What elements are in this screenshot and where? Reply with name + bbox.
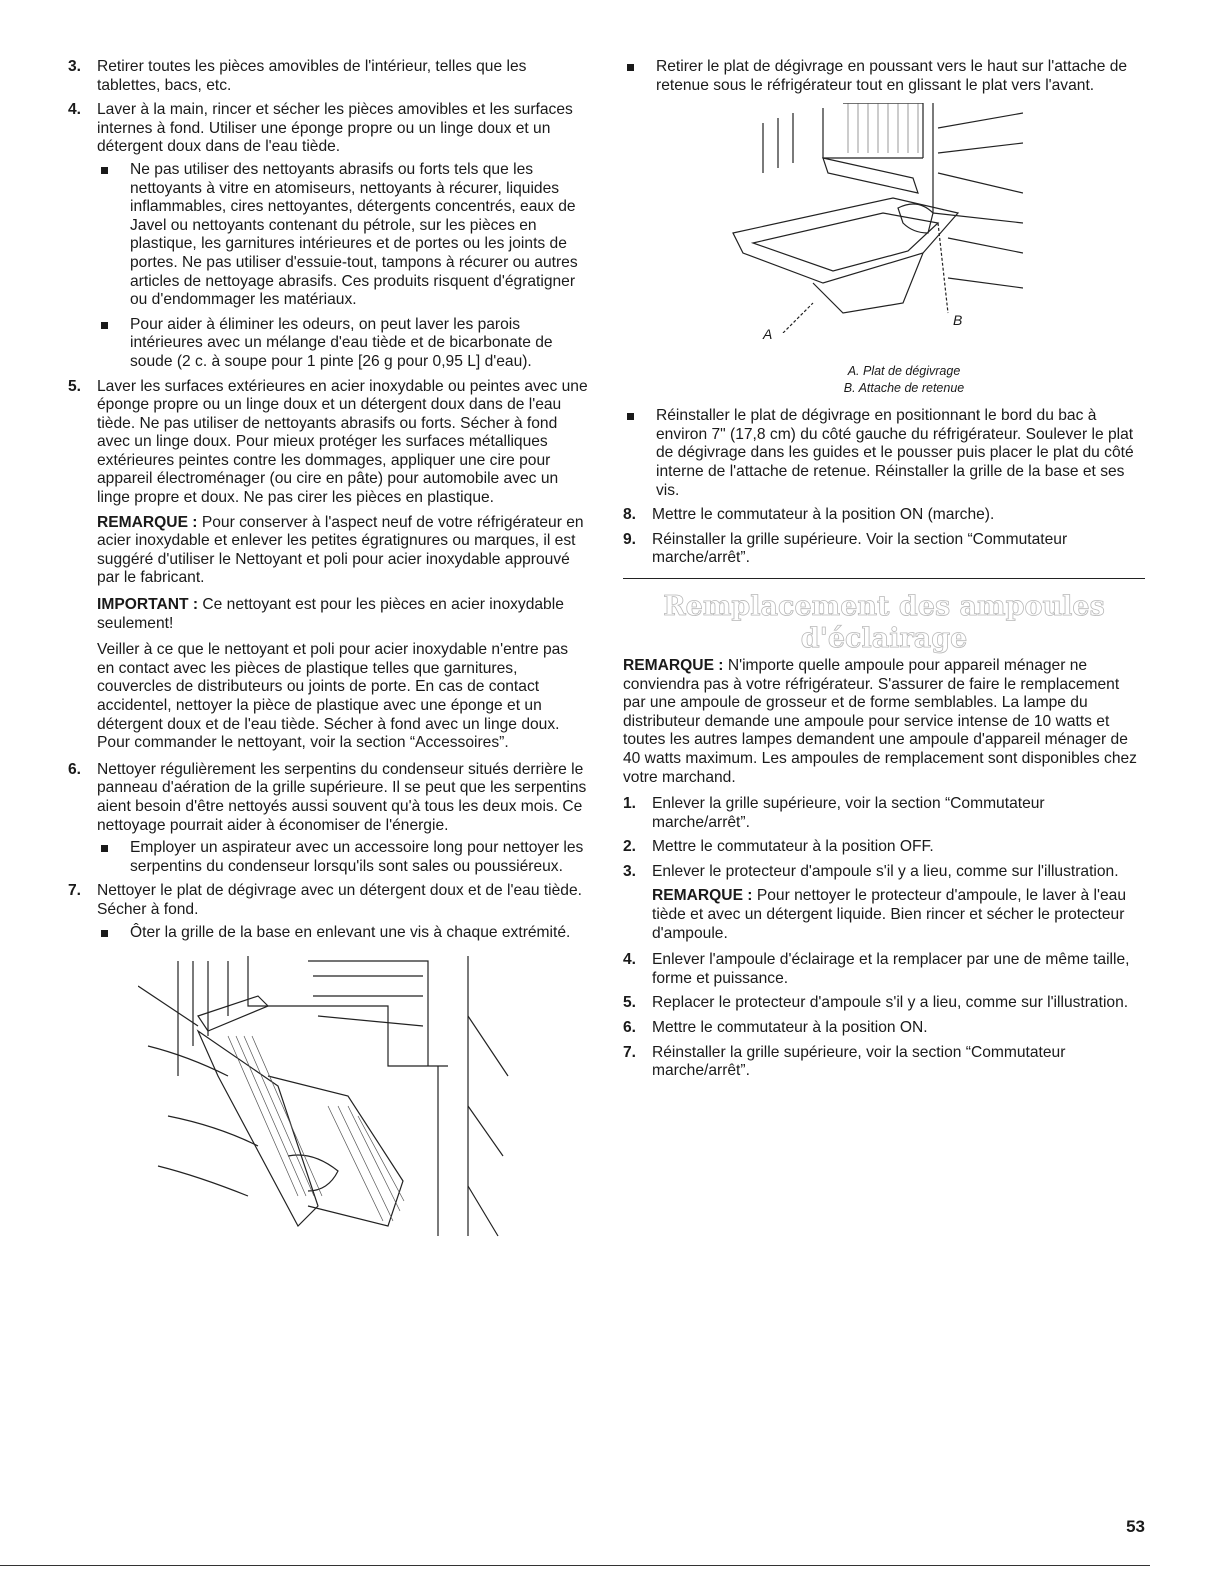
note-text: Pour nettoyer le protecteur d'ampoule, le laver à l'eau tiède et avec un détergent liquide. Bien rincer et sécher le protecteur d'ampoule. <box>652 887 1126 942</box>
cleaning-steps-list <box>68 58 588 942</box>
stainless-cleaner-warning: Veiller à ce que le nettoyant et poli pour acier inoxydable n'entre pas en contact avec les pièces de plastique telles que garnitures, couvercles de distributeurs ou joints de porte. En cas de contact accidentel, nettoyer la pièce de plastique avec une éponge et un détergent doux et de l'eau tiède. Sécher à fond avec un linge doux. Pour commander le nettoyant, voir la section “Accessoires”. <box>97 641 569 752</box>
step-number: 3. <box>623 862 637 880</box>
figure-label-b: B <box>953 312 963 329</box>
step-number: 4. <box>623 951 637 969</box>
step-text: Réinstaller la grille supérieure, voir la section “Commutateur marche/arrêt”. <box>652 1043 1066 1080</box>
note-label: REMARQUE : <box>652 887 753 905</box>
bullet-item-remove-drain-pan: Retirer le plat de dégivrage en poussant vers le haut sur l'attache de retenue sous le réfrigérateur tout en glissant le plat vers l'avant. <box>623 58 1145 95</box>
step-text: Enlever la grille supérieure, voir la section “Commutateur marche/arrêt”. <box>652 795 1045 831</box>
step-number: 8. <box>623 506 637 524</box>
lamp-step <box>623 795 1145 832</box>
step-number: 5. <box>68 377 82 395</box>
right-column <box>623 58 1145 1087</box>
important-note <box>97 596 588 633</box>
lamp-step <box>623 1019 1145 1038</box>
section-title: Remplacement des ampoules d'éclairage <box>663 590 1105 654</box>
note-label: IMPORTANT : <box>97 596 199 614</box>
step-8 <box>623 506 1145 525</box>
step-text: Laver à la main, rincer et sécher les pièces amovibles et les surfaces internes à fond. Utiliser une éponge propre ou un linge doux et un détergent doux dans de l'eau tiède. <box>97 101 573 156</box>
step-text: Nettoyer régulièrement les serpentins du condenseur situés derrière le panneau d'aération de la grille supérieure. Il se peut que les serpentins aient besoin d'être nettoyés aussi souvent qu'à tous les deux mois. Ce nettoyage pourrait aider à économiser de l'énergie. <box>97 760 587 834</box>
note-label: REMARQUE : <box>97 513 198 531</box>
step-number: 7. <box>68 882 82 900</box>
step-text: Réinstaller la grille supérieure. Voir la section “Commutateur marche/arrêt”. <box>652 530 1068 567</box>
bullet-list <box>97 839 588 876</box>
caption-a: A. Plat de dégivrage <box>847 364 961 379</box>
lamp-step <box>623 951 1145 988</box>
step-number: 1. <box>623 795 637 813</box>
lamp-steps-list <box>623 795 1145 1081</box>
left-column <box>68 58 588 1246</box>
lamp-step <box>623 1044 1145 1081</box>
step-text: Mettre le commutateur à la position ON. <box>652 1019 928 1037</box>
remarque-note <box>97 514 588 588</box>
bullet-list <box>97 161 588 372</box>
step-text: Laver les surfaces extérieures en acier inoxydable ou peintes avec une éponge propre ou un linge doux et un détergent doux dans de l'eau tiède. Ne pas utiliser de nettoyants abrasifs ou forts. Sécher à fond avec un linge doux. Pour mieux protéger les surfaces métalliques extérieures peintes contre les dommages, appliquer une cire pour appareil électroménager (ou cire en pâte) pour automobile avec un linge propre et doux. Ne pas cirer les pièces en plastique. <box>97 377 588 507</box>
step-7 <box>68 882 588 942</box>
bullet-item: Ne pas utiliser des nettoyants abrasifs ou forts tels que les nettoyants à vitre en atomiseurs, nettoyants à récurer, liquides inflammables, cires nettoyantes, détergents concentrés, eaux de Javel ou nettoyants contenant du pétrole, sur les pièces en plastique, les garnitures intérieures et de portes ou les joints de portes. Ne pas utiliser d'essuie-tout, tampons à récurer ou autres articles de nettoyage abrasifs. Ces produits risquent d'égratigner ou d'endommager les matériaux. <box>97 161 588 310</box>
drain-pan-illustration <box>723 103 1023 333</box>
step-9 <box>623 531 1145 568</box>
step-number: 2. <box>623 838 637 856</box>
bullet-list <box>97 924 588 943</box>
note-label: REMARQUE : <box>623 656 724 674</box>
step-number: 5. <box>623 994 637 1012</box>
step-4 <box>68 101 588 371</box>
step-number: 3. <box>68 58 82 75</box>
step-number: 4. <box>68 101 82 119</box>
step-text: Replacer le protecteur d'ampoule s'il y a lieu, comme sur l'illustration. <box>652 994 1129 1012</box>
step-text: Retirer toutes les pièces amovibles de l'intérieur, telles que les tablettes, bacs, etc. <box>97 58 527 94</box>
step-3 <box>68 58 588 95</box>
figure-caption <box>663 363 1145 397</box>
note-text: N'importe quelle ampoule pour appareil ménager ne conviendra pas à votre réfrigérateur. S'assurer de faire le remplacement par une ampoule de grosseur et de forme semblables. La lampe du distributeur demande une ampoule pour service intense de 10 watts et toutes les autres lampes demandent une ampoule d'appareil ménager de 40 watts maximum. Les ampoules de remplacement sont disponibles chez votre marchand. <box>623 656 1137 786</box>
lamp-step <box>623 838 1145 857</box>
step-number: 7. <box>623 1043 637 1061</box>
caption-b: B. Attache de retenue <box>843 381 965 396</box>
bullet-item: Ôter la grille de la base en enlevant une vis à chaque extrémité. <box>97 924 588 943</box>
step-number: 9. <box>623 530 637 548</box>
note-text: Pour conserver à l'aspect neuf de votre réfrigérateur en acier inoxydable et enlever les petites égratignures ou marques, il est suggéré d'utiliser le Nettoyant et poli pour acier inoxydable approuvé par le fabricant. <box>97 513 584 587</box>
bullet-list <box>623 407 1145 500</box>
bullet-item: Employer un aspirateur avec un accessoire long pour nettoyer les serpentins du condenseur lorsqu'ils sont sales ou poussiéreux. <box>97 839 588 876</box>
final-steps-list <box>623 506 1145 568</box>
step-number: 6. <box>68 760 82 778</box>
figure-label-row <box>623 312 1145 355</box>
lamp-step <box>623 994 1145 1013</box>
lamp-step <box>623 863 1145 943</box>
step-text: Enlever le protecteur d'ampoule s'il y a lieu, comme sur l'illustration. <box>652 862 1119 880</box>
note-text: Ce nettoyant est pour les pièces en acier inoxydable seulement! <box>97 596 564 632</box>
bullet-list <box>623 58 1145 95</box>
bullet-item: Pour aider à éliminer les odeurs, on peut laver les parois intérieures avec un mélange d'eau tiède et de bicarbonate de soude (2 c. à soupe pour 1 pinte [26 g pour 0,95 L] d'eau). <box>97 316 588 372</box>
step-text: Enlever l'ampoule d'éclairage et la remplacer par une de même taille, forme et puissance. <box>652 951 1130 987</box>
remarque-note <box>652 887 1145 943</box>
step-text: Mettre le commutateur à la position OFF. <box>652 838 934 856</box>
page-number: 53 <box>1126 1517 1145 1536</box>
step-text: Mettre le commutateur à la position ON (marche). <box>652 506 995 524</box>
step-5 <box>68 378 588 753</box>
bullet-item-reinstall-drain-pan: Réinstaller le plat de dégivrage en positionnant le bord du bac à environ 7" (17,8 cm) du côté gauche du réfrigérateur. Soulever le plat de dégivrage dans les guides et le pousser puis placer le plat du côté interne de l'attache de retenue. Réinstaller la grille de la base et ses vis. <box>623 407 1145 500</box>
step-number: 6. <box>623 1019 637 1037</box>
base-grille-removal-illustration <box>138 956 558 1246</box>
step-6 <box>68 761 588 877</box>
lamp-remarque-note <box>623 657 1145 787</box>
section-divider <box>623 578 1145 579</box>
figure-label-a: A <box>763 326 773 343</box>
bottom-rule <box>0 1565 1150 1566</box>
step-text: Nettoyer le plat de dégivrage avec un détergent doux et de l'eau tiède. Sécher à fond. <box>97 882 582 918</box>
